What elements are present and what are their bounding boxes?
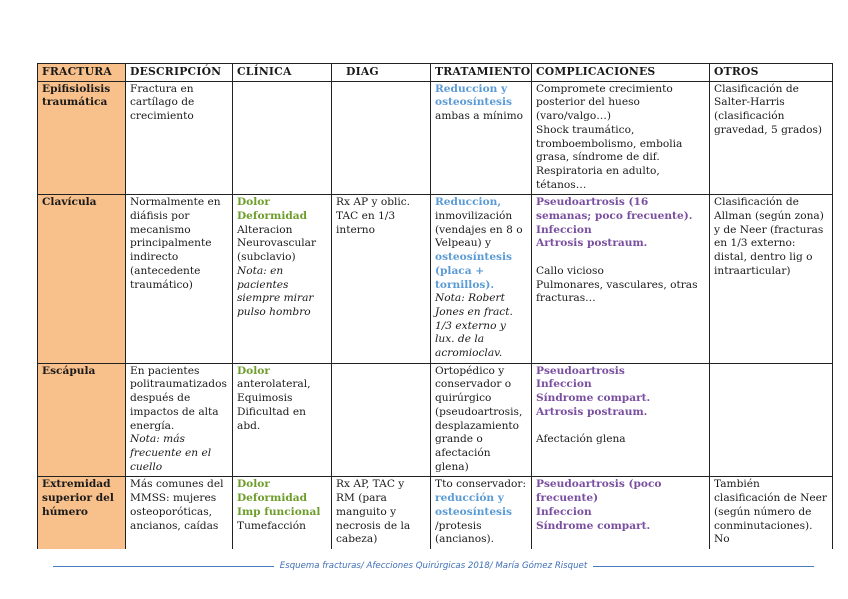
footer-rule-right (593, 566, 814, 567)
complicaciones-line: Infeccion (536, 505, 592, 518)
clinica-cell (233, 81, 332, 195)
descripcion-cell (126, 195, 233, 363)
tratamiento-cell (431, 363, 532, 477)
tratamiento-line: ambas a mínimo (435, 110, 524, 123)
descripcion-cell (126, 477, 233, 549)
diag-cell (332, 195, 431, 363)
tratamiento-line: Nota: Robert Jones en fract. 1/3 externo y lux. de la acromioclav. (435, 292, 513, 360)
otros-line: Clasificación de Salter-Harris (clasificación gravedad, 5 grados) (714, 82, 823, 136)
complicaciones-cell (532, 477, 710, 549)
clinica-line: anterolateral, (237, 378, 311, 391)
complicaciones-line: Callo vicioso (536, 264, 604, 277)
descripcion-line: Fractura en cartílago de crecimiento (130, 82, 195, 123)
clinica-line: Alteracion Neurovascular (subclavio) (237, 223, 317, 264)
clinica-cell (233, 195, 332, 363)
complicaciones-line: Artrosis postraum. (536, 405, 648, 418)
complicaciones-line: Compromete crecimiento posterior del hueso (varo/valgo…) (536, 82, 673, 123)
clinica-line: Dolor (237, 364, 270, 377)
otros-line: También clasificación de Neer (según número de conminutaciones). No (714, 478, 827, 546)
complicaciones-cell (532, 363, 710, 477)
header-diag: DIAG (332, 64, 431, 82)
table-header-row (38, 64, 833, 82)
tratamiento-line: Reduccion y osteosíntesis (435, 82, 513, 109)
tratamiento-line: inmovilización (vendajes en 8 o Velpeau) y (435, 210, 523, 250)
header-complicaciones: COMPLICACIONES (532, 64, 710, 82)
otros-cell (710, 363, 833, 477)
complicaciones-line: Artrosis postraum. (536, 237, 648, 250)
diag-cell (332, 81, 431, 195)
clinica-line: Deformidad (237, 210, 308, 223)
descripcion-line: Más comunes del MMSS: mujeres osteoporóticas, ancianos, caídas (130, 478, 224, 532)
footer-text: Esquema fracturas/ Afecciones Quirúrgicas 2018/ María Gómez Risquet (279, 561, 588, 571)
clinica-line: Dolor (237, 196, 270, 209)
complicaciones-cell (532, 81, 710, 195)
complicaciones-line: Pseudoartrosis (536, 364, 625, 377)
clinica-cell (233, 477, 332, 549)
tratamiento-line: /protesis (ancianos). (435, 519, 495, 546)
complicaciones-line: Infeccion (536, 378, 592, 391)
clinica-line: Imp funcional (237, 505, 321, 518)
tratamiento-line: Reduccion, (435, 196, 502, 209)
fractura-cell: Escápula (38, 363, 126, 477)
complicaciones-line: Infeccion (536, 223, 592, 236)
complicaciones-line: Afectación glena (536, 433, 626, 446)
tratamiento-cell (431, 195, 532, 363)
table-row (38, 477, 833, 549)
diag-line: Rx AP y oblic. (336, 196, 411, 209)
clinica-line: Deformidad (237, 492, 308, 505)
otros-cell (710, 81, 833, 195)
complicaciones-line (536, 251, 705, 265)
diag-cell (332, 363, 431, 477)
fractura-cell: Clavícula (38, 195, 126, 363)
complicaciones-line: Pulmonares, vasculares, otras fracturas… (536, 278, 698, 305)
complicaciones-line (536, 420, 705, 434)
header-clinica: CLÍNICA (233, 64, 332, 82)
tratamiento-line: Tto conservador: (435, 478, 527, 491)
table-row (38, 195, 833, 363)
descripcion-line: Normalmente en diáfisis por mecanismo principalmente indirecto (antecedente traumático) (130, 196, 221, 291)
complicaciones-line: Síndrome compart. (536, 519, 651, 532)
table-row (38, 363, 833, 477)
page-footer (53, 561, 814, 571)
diag-line: Rx AP, TAC y RM (para manguito y necrosis de la cabeza) (336, 478, 411, 546)
descripcion-cell (126, 81, 233, 195)
table-body (38, 81, 833, 549)
header-descripcion: DESCRIPCIÓN (126, 64, 233, 82)
header-fractura: FRACTURA (38, 64, 126, 82)
otros-cell (710, 195, 833, 363)
clinica-line: Tumefacción (237, 519, 306, 532)
complicaciones-cell (532, 195, 710, 363)
complicaciones-line: Shock traumático, tromboembolismo, embolia grasa, síndrome de dif. Respiratoria en adulto, tétanos… (536, 123, 683, 191)
fractures-table (37, 63, 833, 549)
clinica-line: Equimosis (237, 392, 293, 405)
header-tratamiento: TRATAMIENTO (431, 64, 532, 82)
tratamiento-cell (431, 81, 532, 195)
clinica-line: Dolor (237, 478, 270, 491)
clinica-cell (233, 363, 332, 477)
tratamiento-line: Ortopédico y conservador o quirúrgico (pseudoartrosis, desplazamiento grande o afectación glena) (435, 364, 523, 473)
otros-cell (710, 477, 833, 549)
tratamiento-cell (431, 477, 532, 549)
footer-rule-left (53, 566, 274, 567)
complicaciones-line: Pseudoartrosis (poco frecuente) (536, 478, 662, 505)
clinica-line: Dificultad en abd. (237, 405, 306, 432)
otros-line: Clasificación de Allman (según zona) y de Neer (fracturas en 1/3 externo: distal, dentro lig o intraarticular) (714, 196, 824, 277)
header-otros: OTROS (710, 64, 833, 82)
table-row (38, 81, 833, 195)
diag-line: TAC en 1/3 interno (336, 210, 396, 236)
descripcion-line: Nota: más frecuente en el cuello (130, 433, 212, 473)
tratamiento-line: reducción y osteosíntesis (435, 492, 513, 518)
complicaciones-line: Pseudoartrosis (16 semanas; poco frecuente). (536, 196, 693, 223)
tratamiento-line: osteosíntesis (placa + tornillos). (435, 251, 513, 291)
clinica-line: Nota: en pacientes siempre mirar pulso hombro (237, 264, 314, 318)
diag-cell (332, 477, 431, 549)
fractura-cell: Extremidad superior del húmero (38, 477, 126, 549)
complicaciones-line: Síndrome compart. (536, 392, 651, 405)
descripcion-cell (126, 363, 233, 477)
fractura-cell: Epifisiolisis traumática (38, 81, 126, 195)
descripcion-line: En pacientes politraumatizados después de impactos de alta energía. (130, 364, 227, 432)
